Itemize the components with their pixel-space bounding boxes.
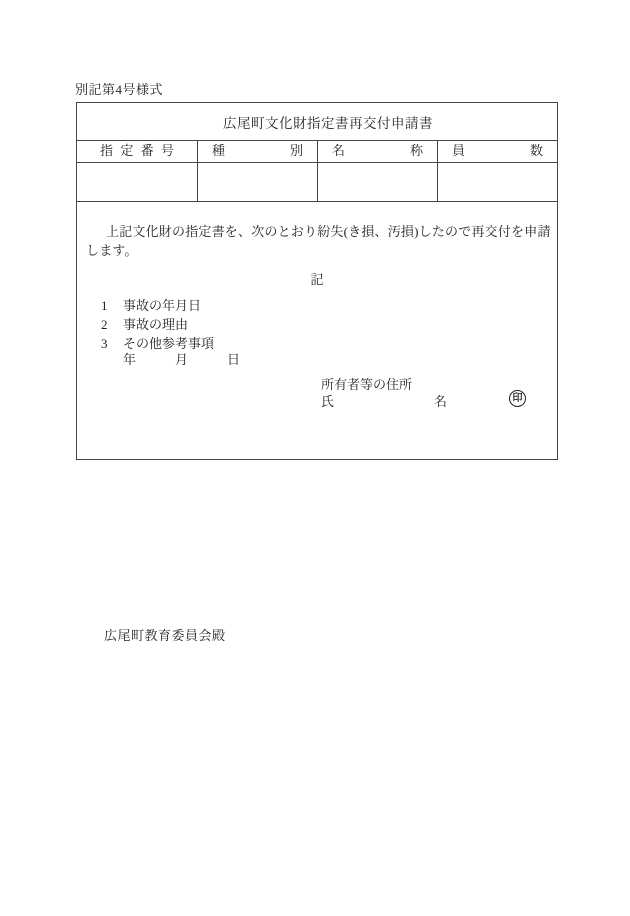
owner-signature-block	[321, 376, 447, 410]
list-item-text: 事故の年月日	[123, 298, 202, 313]
seal-icon	[509, 390, 526, 407]
required-items-list	[101, 296, 214, 353]
owner-name-label: 氏名	[321, 394, 447, 409]
entry-cell-designation-number	[77, 163, 198, 201]
list-item-number: 1	[101, 298, 108, 313]
form-title: 広尾町文化財指定書再交付申請書	[223, 115, 433, 131]
addressee-label: 広尾町教育委員会殿	[104, 628, 226, 643]
list-item-number: 2	[101, 317, 108, 332]
entry-cell-name	[318, 163, 438, 201]
form-number-label: 別記第4号様式	[75, 82, 164, 97]
date-line: 年 月 日	[123, 352, 241, 367]
record-section-marker: 記	[310, 272, 324, 287]
header-cell-quantity: 員数	[452, 143, 543, 158]
list-item-text: その他参考事項	[123, 336, 215, 351]
list-item	[101, 315, 214, 334]
seal-character: 印	[512, 392, 523, 404]
owner-address-label: 所有者等の住所	[321, 377, 413, 392]
title-row	[77, 103, 557, 141]
list-item-text: 事故の理由	[123, 317, 189, 332]
header-cell-type: 種別	[198, 141, 318, 162]
application-statement: 上記文化財の指定書を、次のとおり紛失(き損、汚損)したので再交付を申請します。	[86, 224, 551, 258]
list-item-number: 3	[101, 336, 108, 351]
header-cell-name: 名称	[318, 141, 438, 162]
entry-cell-quantity	[438, 163, 557, 201]
form-body-section	[77, 202, 557, 643]
header-cell-designation-number: 指定番号	[77, 141, 198, 162]
list-item	[101, 296, 214, 315]
table-header-row	[77, 141, 557, 163]
table-entry-row	[77, 163, 557, 202]
application-form-table	[76, 102, 558, 643]
entry-cell-type	[198, 163, 318, 201]
